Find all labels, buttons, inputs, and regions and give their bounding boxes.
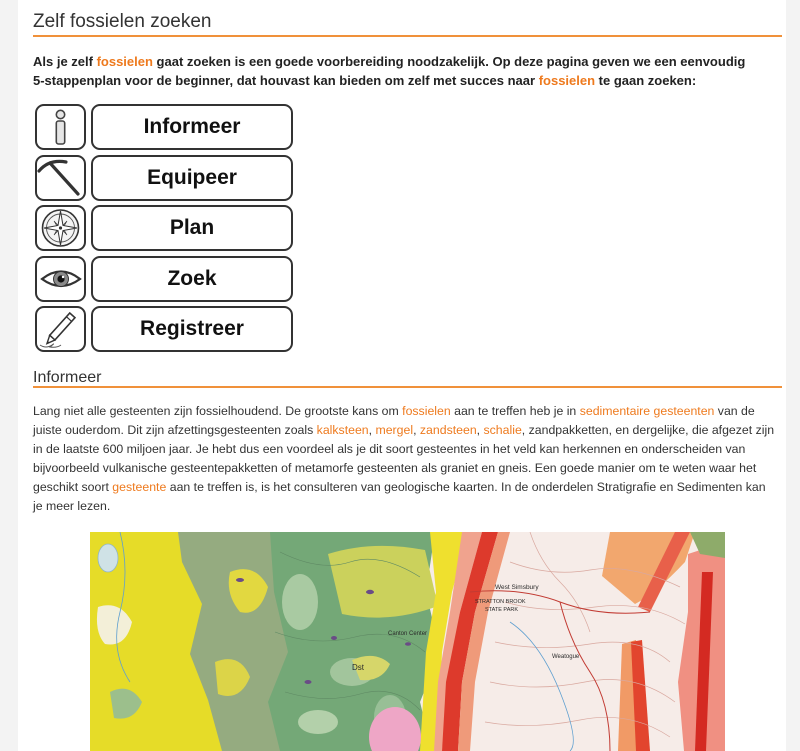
compass-icon xyxy=(37,207,84,249)
info-icon xyxy=(37,106,84,148)
title-divider xyxy=(33,35,782,37)
step-plan-icon-button[interactable] xyxy=(35,205,86,251)
step-plan-button[interactable]: Plan xyxy=(91,205,293,251)
informeer-paragraph xyxy=(33,402,774,516)
paragraph-line xyxy=(33,459,774,478)
map-label: Dst xyxy=(352,663,364,672)
step-zoek-icon-button[interactable] xyxy=(35,256,86,302)
paragraph-text: aan te treffen is, is het consulteren van geologische kaarten. In de onderdelen Stratigrafie en Sedimenten kan xyxy=(166,480,766,494)
fossielen-link[interactable]: fossielen xyxy=(538,73,596,88)
paragraph-line xyxy=(33,440,774,459)
intro-paragraph xyxy=(33,52,745,90)
step-informeer xyxy=(35,104,293,150)
intro-line xyxy=(33,71,745,90)
paragraph-line xyxy=(33,478,774,497)
paragraph-text: , zandpakketten, en dergelijke, die afgezet zijn xyxy=(521,423,775,437)
fossielen-link[interactable]: fossielen xyxy=(96,54,153,69)
map-label: West Simsbury xyxy=(495,584,539,591)
schalie-link[interactable]: schalie xyxy=(483,423,522,437)
map-label: STRATTON BROOK xyxy=(475,599,526,605)
intro-line xyxy=(33,52,745,71)
mergel-link[interactable]: mergel xyxy=(375,423,414,437)
paragraph-text: bijvoorbeeld vulkanische gesteentepakketten of metamorfe gesteenten als graniet en gneis. Een goede manier om te weten waar het xyxy=(33,461,757,475)
paragraph-line xyxy=(33,402,774,421)
step-equipeer-button[interactable]: Equipeer xyxy=(91,155,293,201)
gesteente-link[interactable]: gesteente xyxy=(112,480,167,494)
paragraph-text: geschikt soort xyxy=(33,480,113,494)
paragraph-text: aan te treffen heb je in xyxy=(450,404,580,418)
kalksteen-link[interactable]: kalksteen xyxy=(316,423,369,437)
geological-map-graphic xyxy=(90,532,725,751)
map-label: Weatogue xyxy=(552,654,580,660)
paragraph-text: je meer lezen. xyxy=(33,499,111,513)
paragraph-text: in de laatste 600 miljoen jaar. Je hebt dus een voordeel als je dit soort gesteentes in het veld kan herkennen en onderscheiden van xyxy=(33,442,746,456)
paragraph-text: , xyxy=(413,423,420,437)
page-content xyxy=(18,0,786,751)
step-registreer-button[interactable]: Registreer xyxy=(91,306,293,352)
step-registreer-icon-button[interactable] xyxy=(35,306,86,352)
paragraph-line xyxy=(33,497,774,516)
zandsteen-link[interactable]: zandsteen xyxy=(419,423,477,437)
map-label: Canton Center xyxy=(388,631,428,637)
paragraph-text: Lang niet alle gesteenten zijn fossielhoudend. De grootste kans om xyxy=(33,404,403,418)
section-divider xyxy=(33,386,782,388)
paragraph-line xyxy=(33,421,774,440)
paragraph-text: van de xyxy=(714,404,755,418)
step-plan xyxy=(35,205,293,251)
step-equipeer-icon-button[interactable] xyxy=(35,155,86,201)
pickaxe-icon xyxy=(37,157,84,199)
intro-text: Als je zelf xyxy=(33,54,97,69)
paragraph-text: , xyxy=(368,423,376,437)
sedimentaire-gesteenten-link[interactable]: sedimentaire gesteenten xyxy=(579,404,715,418)
intro-text: gaat zoeken is een goede voorbereiding noodzakelijk. Op deze pagina geven we een eenvoudig xyxy=(152,54,746,69)
pencil-icon xyxy=(37,308,84,350)
map-label: STATE PARK xyxy=(485,607,519,613)
section-heading-informeer: Informeer xyxy=(33,369,102,386)
eye-icon xyxy=(37,258,84,300)
geological-map-image xyxy=(90,532,725,751)
step-plan xyxy=(35,104,293,357)
step-informeer-icon-button[interactable] xyxy=(35,104,86,150)
step-equipeer xyxy=(35,155,293,201)
paragraph-text: , xyxy=(476,423,484,437)
page-title: Zelf fossielen zoeken xyxy=(33,11,212,32)
step-zoek xyxy=(35,256,293,302)
paragraph-text: juiste ouderdom. Dit zijn afzettingsgesteenten zoals xyxy=(33,423,317,437)
intro-text: 5-stappenplan voor de beginner, dat houvast kan bieden om zelf met succes naar xyxy=(33,73,539,88)
fossielen-link[interactable]: fossielen xyxy=(402,404,451,418)
step-registreer xyxy=(35,306,293,352)
step-zoek-button[interactable]: Zoek xyxy=(91,256,293,302)
step-informeer-button[interactable]: Informeer xyxy=(91,104,293,150)
intro-text: te gaan zoeken: xyxy=(595,73,697,88)
